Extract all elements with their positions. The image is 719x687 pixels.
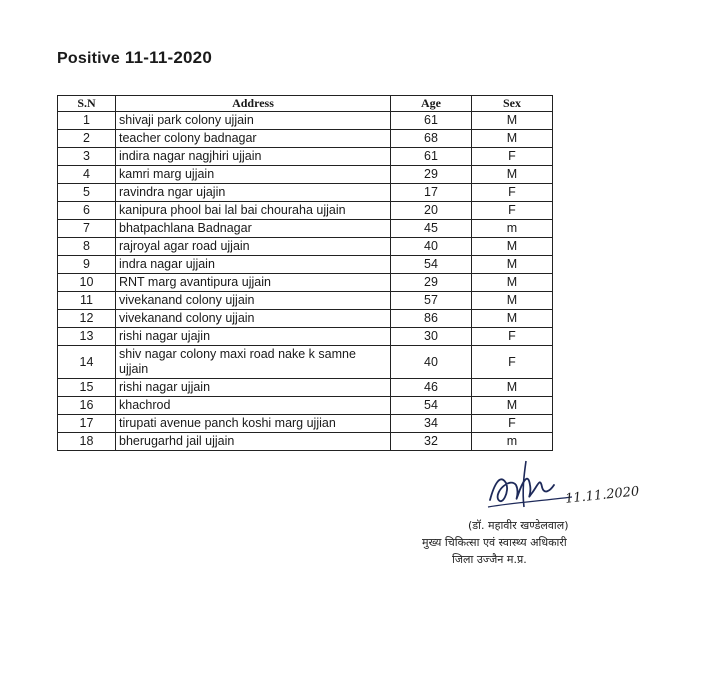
address-cell: vivekanand colony ujjain — [116, 292, 391, 310]
signature-block — [420, 455, 710, 595]
sn-cell: 17 — [58, 415, 116, 433]
table-row — [58, 112, 553, 130]
age-cell: 61 — [391, 148, 472, 166]
cases-table — [57, 95, 553, 451]
sn-cell: 18 — [58, 433, 116, 451]
sn-cell: 15 — [58, 379, 116, 397]
sex-cell: m — [472, 433, 553, 451]
address-cell: rishi nagar ujjain — [116, 379, 391, 397]
header-sex: Sex — [472, 96, 553, 112]
address-cell: vivekanand colony ujjain — [116, 310, 391, 328]
sn-cell: 1 — [58, 112, 116, 130]
sex-cell: F — [472, 328, 553, 346]
signatory-name: (डॉ. महावीर खण्डेलवाल) — [468, 519, 569, 532]
age-cell: 45 — [391, 220, 472, 238]
sn-cell: 9 — [58, 256, 116, 274]
sex-cell: M — [472, 292, 553, 310]
age-cell: 40 — [391, 346, 472, 379]
sn-cell: 8 — [58, 238, 116, 256]
sn-cell: 12 — [58, 310, 116, 328]
age-cell: 29 — [391, 274, 472, 292]
address-cell: indra nagar ujjain — [116, 256, 391, 274]
age-cell: 30 — [391, 328, 472, 346]
age-cell: 32 — [391, 433, 472, 451]
header-age: Age — [391, 96, 472, 112]
table-row — [58, 202, 553, 220]
table-row — [58, 184, 553, 202]
age-cell: 17 — [391, 184, 472, 202]
address-cell: ravindra ngar ujajin — [116, 184, 391, 202]
sex-cell: m — [472, 220, 553, 238]
table-row — [58, 328, 553, 346]
address-cell: rishi nagar ujajin — [116, 328, 391, 346]
sn-cell: 16 — [58, 397, 116, 415]
address-cell: khachrod — [116, 397, 391, 415]
age-cell: 20 — [391, 202, 472, 220]
address-cell: RNT marg avantipura ujjain — [116, 274, 391, 292]
sn-cell: 4 — [58, 166, 116, 184]
table-row — [58, 346, 553, 379]
sex-cell: F — [472, 148, 553, 166]
sex-cell: M — [472, 238, 553, 256]
table-row — [58, 292, 553, 310]
sex-cell: M — [472, 379, 553, 397]
address-cell: rajroyal agar road ujjain — [116, 238, 391, 256]
title-date: 11-11-2020 — [124, 48, 212, 67]
signatory-designation: मुख्य चिकित्सा एवं स्वास्थ्य अधिकारी — [422, 536, 567, 549]
age-cell: 34 — [391, 415, 472, 433]
sn-cell: 5 — [58, 184, 116, 202]
table-row — [58, 274, 553, 292]
age-cell: 29 — [391, 166, 472, 184]
sex-cell: M — [472, 112, 553, 130]
sn-cell: 11 — [58, 292, 116, 310]
table-row — [58, 310, 553, 328]
address-cell: teacher colony badnagar — [116, 130, 391, 148]
table-row — [58, 130, 553, 148]
address-cell: shivaji park colony ujjain — [116, 112, 391, 130]
age-cell: 68 — [391, 130, 472, 148]
age-cell: 40 — [391, 238, 472, 256]
address-cell: tirupati avenue panch koshi marg ujjian — [116, 415, 391, 433]
sn-cell: 7 — [58, 220, 116, 238]
sex-cell: M — [472, 397, 553, 415]
table-body — [58, 112, 553, 451]
table-row — [58, 256, 553, 274]
signature-date: 11.11.2020 — [564, 484, 641, 507]
header-address: Address — [116, 96, 391, 112]
address-cell: indira nagar nagjhiri ujjain — [116, 148, 391, 166]
table-row — [58, 433, 553, 451]
address-cell: kanipura phool bai lal bai chouraha ujjain — [116, 202, 391, 220]
age-cell: 61 — [391, 112, 472, 130]
age-cell: 54 — [391, 256, 472, 274]
table-row — [58, 397, 553, 415]
sex-cell: F — [472, 346, 553, 379]
table-row — [58, 379, 553, 397]
sn-cell: 10 — [58, 274, 116, 292]
sn-cell: 3 — [58, 148, 116, 166]
age-cell: 86 — [391, 310, 472, 328]
sex-cell: M — [472, 130, 553, 148]
sex-cell: M — [472, 256, 553, 274]
age-cell: 54 — [391, 397, 472, 415]
address-cell: kamri marg ujjain — [116, 166, 391, 184]
age-cell: 46 — [391, 379, 472, 397]
sn-cell: 13 — [58, 328, 116, 346]
header-sn: S.N — [58, 96, 116, 112]
signature-scribble-icon — [480, 455, 580, 525]
sex-cell: F — [472, 202, 553, 220]
sn-cell: 6 — [58, 202, 116, 220]
address-cell: bhatpachlana Badnagar — [116, 220, 391, 238]
sex-cell: M — [472, 166, 553, 184]
sex-cell: F — [472, 415, 553, 433]
page-title — [57, 48, 212, 68]
table-header-row — [58, 96, 553, 112]
table-row — [58, 238, 553, 256]
table-row — [58, 415, 553, 433]
sn-cell: 14 — [58, 346, 116, 379]
address-cell: bherugarhd jail ujjain — [116, 433, 391, 451]
table-row — [58, 148, 553, 166]
table-row — [58, 220, 553, 238]
age-cell: 57 — [391, 292, 472, 310]
signatory-district: जिला उज्जैन म.प्र. — [452, 553, 527, 566]
sex-cell: F — [472, 184, 553, 202]
sex-cell: M — [472, 310, 553, 328]
sex-cell: M — [472, 274, 553, 292]
sn-cell: 2 — [58, 130, 116, 148]
address-cell: shiv nagar colony maxi road nake k samne ujjain — [116, 346, 391, 379]
table-row — [58, 166, 553, 184]
title-label: Positive — [57, 50, 120, 67]
